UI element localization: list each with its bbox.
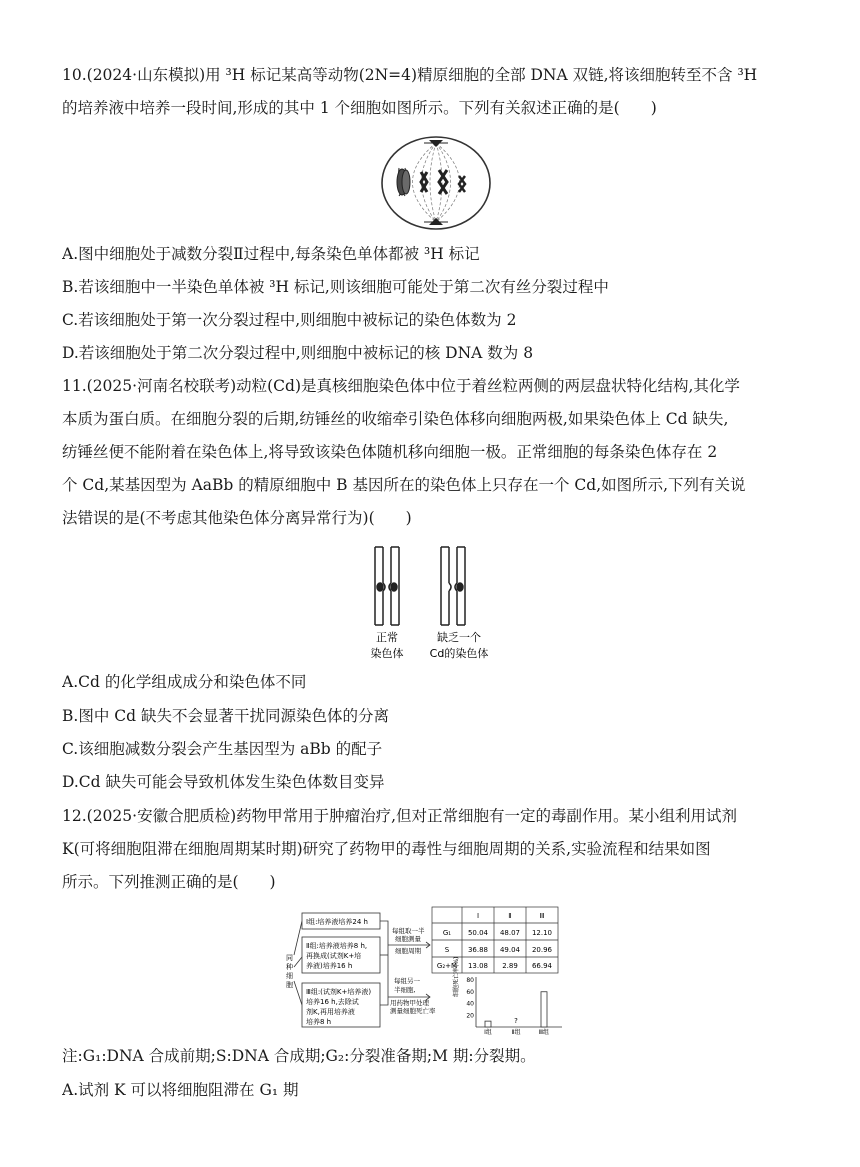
group3-text-2: 培养16 h,去除试: [306, 998, 359, 1006]
q11-stem-line2: 本质为蛋白质。在细胞分裂的后期,纺锤丝的收缩牵引染色体移向细胞两极,如果染色体上 Cd 缺失,: [62, 410, 729, 428]
label-lack-1: 缺乏一个: [437, 631, 481, 644]
q11-option-d: D.Cd 缺失可能会导致机体发生染色体数目变异: [62, 773, 385, 791]
q11-option-a: A.Cd 的化学组成成分和染色体不同: [62, 673, 307, 691]
bar-3: [541, 992, 547, 1027]
group3-text-3: 剂K,再用培养液: [306, 1008, 355, 1016]
q10-option-d: D.若该细胞处于第二次分裂过程中,则细胞中被标记的核 DNA 数为 8: [62, 344, 534, 362]
group2-text-2: 再换成(试剂K+培: [306, 952, 362, 960]
q12-option-a: A.试剂 K 可以将细胞阻滞在 G₁ 期: [62, 1081, 299, 1099]
x-category-label: Ⅰ组: [484, 1029, 492, 1035]
y-tick-label: 80: [466, 977, 474, 984]
label-normal-1: 正常: [376, 631, 398, 644]
table-cell: 2.89: [502, 962, 518, 970]
q11-chromosome-figure: [365, 545, 505, 665]
arrow-bottom-2: 半细胞,: [394, 986, 416, 994]
table-cell: 20.96: [531, 946, 553, 954]
table-row-g2m-label: G₂+M: [436, 962, 458, 970]
table-cell: 13.08: [467, 962, 489, 970]
normal-chromosome: [375, 547, 399, 625]
table-cell: 50.04: [467, 929, 489, 937]
q12-stem-line1: 12.(2025·安徽合肥质检)药物甲常用于肿瘤治疗,但对正常细胞有一定的毒副作用。某小组利用试剂: [62, 807, 738, 825]
y-tick-label: 60: [466, 988, 474, 996]
table-row-g1-label: G₁: [442, 929, 452, 937]
q11-stem-line5: 法错误的是(不考虑其他染色体分离异常行为)( ): [62, 509, 412, 527]
q10-option-a: A.图中细胞处于减数分裂Ⅱ过程中,每条染色单体都被 ³H 标记: [62, 245, 480, 263]
table-cell: 49.04: [499, 946, 521, 954]
table-header-3: Ⅲ: [539, 912, 545, 920]
x-category-label: Ⅱ组: [511, 1029, 521, 1035]
x-category-label: Ⅲ组: [538, 1029, 550, 1035]
table-cell: 48.07: [499, 929, 521, 937]
table-header-2: Ⅱ: [508, 912, 512, 920]
table-cell: 36.88: [467, 946, 489, 954]
cd-lacking-chromosome: [441, 547, 465, 625]
bar-1: [485, 1021, 491, 1027]
arrow-bottom-4: 测量细胞死亡率: [390, 1007, 436, 1015]
y-tick-label: 20: [466, 1012, 474, 1020]
q10-option-c: C.若该细胞处于第一次分裂过程中,则细胞中被标记的染色体数为 2: [62, 311, 517, 329]
group3-text-4: 培养8 h: [306, 1018, 332, 1026]
q11-stem-line4: 个 Cd,某基因型为 AaBb 的精原细胞中 B 基因所在的染色体上只存在一个 Cd,如图所示,下列有关说: [62, 476, 746, 494]
group3-text-1: Ⅲ组:(试剂K+培养液): [306, 988, 372, 996]
bar-unknown-label: ?: [514, 1017, 518, 1025]
arrow-top-3: 细胞周期: [395, 947, 421, 955]
arrow-bottom-3: 用药物甲处理: [390, 999, 429, 1007]
svg-text:种: 种: [286, 963, 293, 971]
arrow-top-1: 每组取一半: [392, 927, 425, 935]
cell-cycle-table: [432, 907, 558, 973]
q10-option-b: B.若该细胞中一半染色单体被 ³H 标记,则该细胞可能处于第二次有丝分裂过程中: [62, 278, 609, 296]
q11-stem-line3: 纺锤丝便不能附着在染色体上,将导致该染色体随机移向细胞一极。正常细胞的每条染色体存在 2: [62, 443, 718, 461]
svg-text:胞: 胞: [286, 981, 293, 989]
table-row-s-label: S: [444, 946, 450, 954]
chart-ylabel: 细胞死亡率(%): [453, 956, 460, 997]
q11-stem-line1: 11.(2025·河南名校联考)动粒(Cd)是真核细胞染色体中位于着丝粒两侧的两层盘状特化结构,其化学: [62, 377, 740, 395]
table-cell: 66.94: [531, 962, 553, 970]
q12-note: 注:G₁:DNA 合成前期;S:DNA 合成期;G₂:分裂准备期;M 期:分裂期。: [62, 1047, 536, 1065]
q10-stem-line1: 10.(2024·山东模拟)用 ³H 标记某高等动物(2N=4)精原细胞的全部 DNA 双链,将该细胞转至不含 ³H: [62, 66, 758, 84]
q10-stem-line2: 的培养液中培养一段时间,形成的其中 1 个细胞如图所示。下列有关叙述正确的是( ): [62, 99, 657, 117]
q12-stem-line2: K(可将细胞阻滞在细胞周期某时期)研究了药物甲的毒性与细胞周期的关系,实验流程和结果如图: [62, 840, 711, 858]
q11-option-c: C.该细胞减数分裂会产生基因型为 aBb 的配子: [62, 740, 383, 758]
label-lack-2: Cd的染色体: [429, 647, 489, 660]
q12-experiment-figure: [280, 905, 580, 1035]
label-normal-2: 染色体: [370, 647, 404, 660]
q12-stem-line3: 所示。下列推测正确的是( ): [62, 873, 276, 891]
group2-text-3: 养液)培养16 h: [306, 962, 353, 970]
y-tick-label: 40: [466, 1000, 474, 1008]
arrow-bottom-1: 每组另一: [394, 977, 420, 985]
table-header-1: Ⅰ: [476, 912, 480, 920]
table-cell: 12.10: [531, 929, 553, 937]
group2-text-1: Ⅱ组:培养液培养8 h,: [306, 942, 368, 950]
svg-text:细: 细: [286, 972, 293, 980]
q10-cell-figure: [379, 132, 494, 232]
q11-option-b: B.图中 Cd 缺失不会显著干扰同源染色体的分离: [62, 707, 389, 725]
svg-text:同: 同: [286, 954, 293, 962]
arrow-top-2: 细胞测量: [395, 935, 421, 943]
group1-text: Ⅰ组:培养液培养24 h: [306, 918, 368, 926]
anaphase-cell-illustration: [379, 132, 494, 232]
cells-label: [286, 954, 293, 989]
